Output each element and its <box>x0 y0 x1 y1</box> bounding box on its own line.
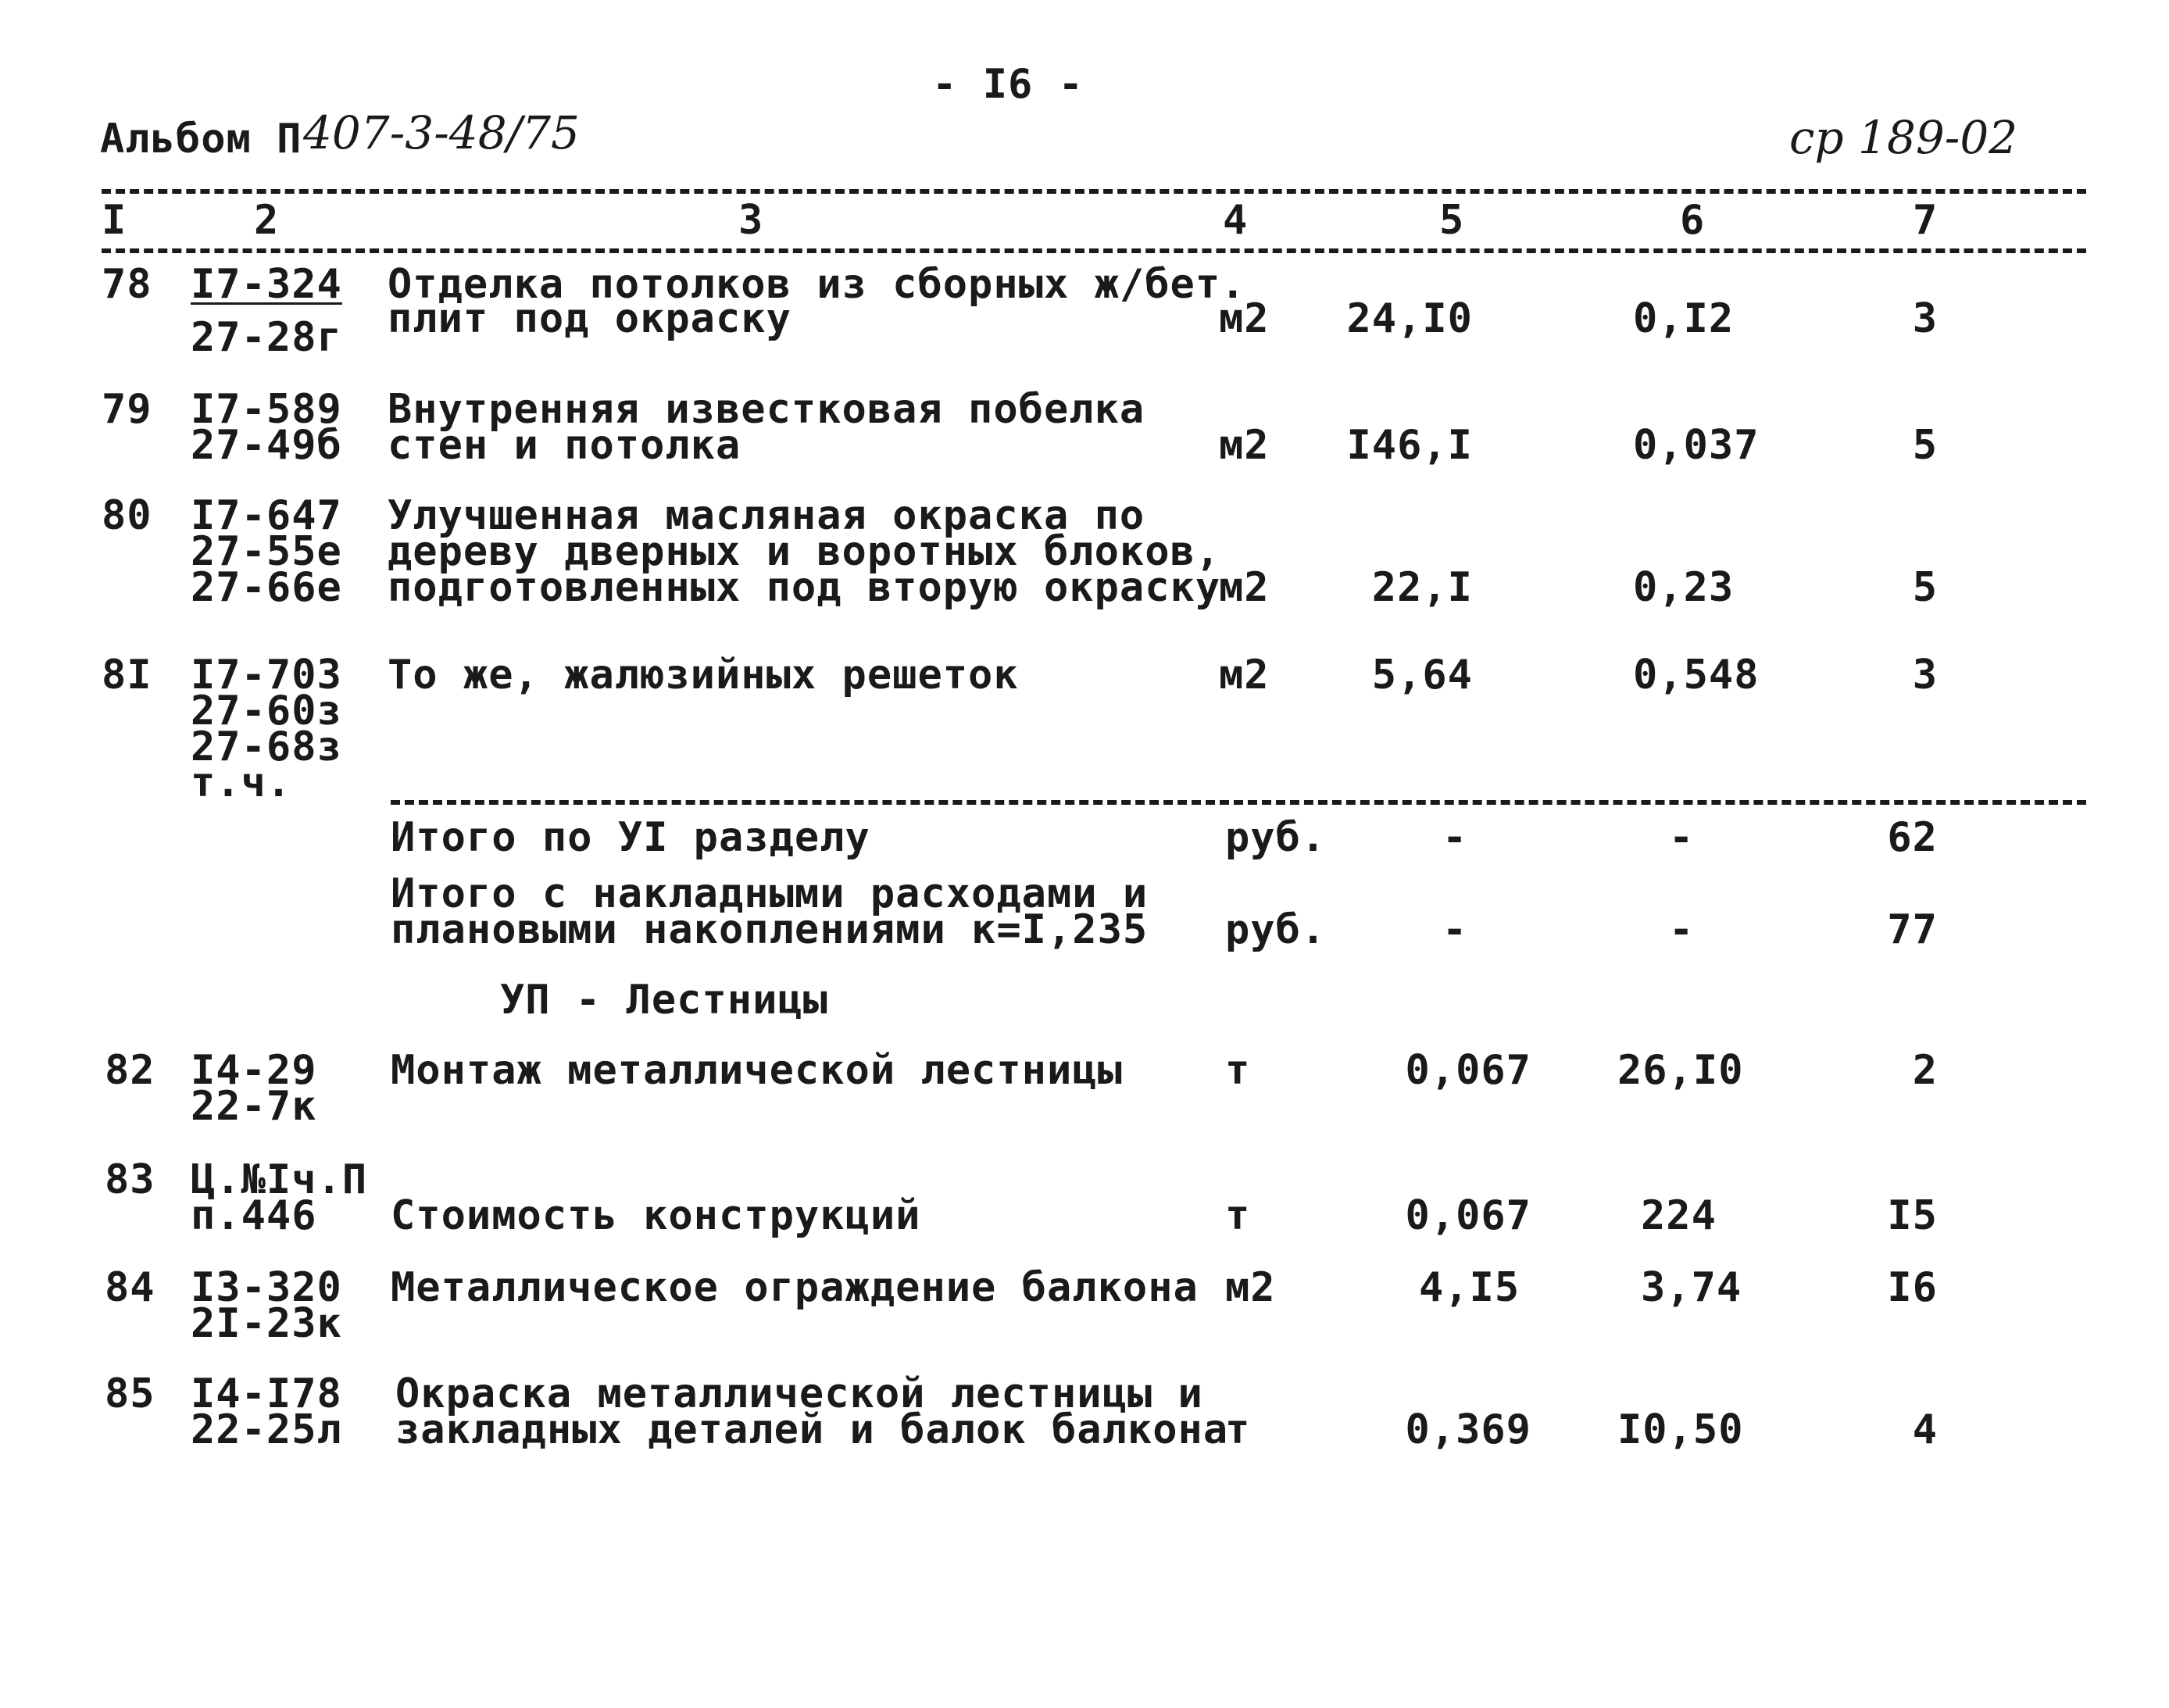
subtotal-rule <box>391 800 2086 805</box>
album-label: Альбом П <box>100 116 302 163</box>
row-number: 84 <box>105 1264 155 1311</box>
row-code: I4-29 <box>191 1047 317 1094</box>
row-total: I5 <box>1887 1192 1938 1239</box>
row-unit: м2 <box>1219 564 1270 611</box>
row-description: Металлическое ограждение балкона <box>391 1264 1199 1311</box>
row-unit: т <box>1225 1047 1251 1094</box>
row-number: 83 <box>105 1156 155 1203</box>
row-number: 8I <box>102 652 152 699</box>
page-number: - I6 - <box>932 61 1084 108</box>
row-code: I7-703 <box>191 652 342 699</box>
col-header-3: 3 <box>738 197 764 244</box>
row-quantity: 24,I0 <box>1346 295 1473 342</box>
row-quantity: 0,067 <box>1405 1192 1531 1239</box>
row-code: 2I-23к <box>191 1300 342 1347</box>
row-code: т.ч. <box>191 759 292 806</box>
subtotal-total: 62 <box>1887 814 1938 861</box>
row-total: 4 <box>1912 1406 1938 1453</box>
row-description: То же, жалюзийных решеток <box>388 652 1019 699</box>
row-number: 85 <box>105 1370 155 1417</box>
row-quantity: I46,I <box>1346 422 1473 469</box>
subtotal-price: - <box>1669 814 1695 861</box>
subtotal-description: Итого по УI разделу <box>391 814 870 861</box>
row-description: Улучшенная масляная окраска по <box>388 492 1145 539</box>
subtotal-description: Итого с накладными расходами и <box>391 870 1149 917</box>
col-header-2: 2 <box>254 197 280 244</box>
row-description: дереву дверных и воротных блоков, <box>388 528 1221 575</box>
header-rule-bottom <box>102 248 2086 253</box>
row-description: Внутренняя известковая побелка <box>388 386 1145 433</box>
col-header-7: 7 <box>1913 197 1939 244</box>
subtotal-price: - <box>1669 906 1695 953</box>
row-unit: т <box>1225 1192 1251 1239</box>
row-description: плит под окраску <box>388 295 791 342</box>
row-code: I7-589 <box>191 386 342 433</box>
section-title: УП - Лестницы <box>500 977 828 1024</box>
row-price: 0,548 <box>1633 652 1760 699</box>
row-code: 22-7к <box>191 1083 317 1130</box>
row-number: 80 <box>102 492 152 539</box>
row-unit: т <box>1225 1406 1251 1453</box>
row-quantity: 0,067 <box>1405 1047 1531 1094</box>
subtotal-unit: руб. <box>1225 814 1327 861</box>
row-quantity: 22,I <box>1371 564 1473 611</box>
row-price: 224 <box>1641 1192 1717 1239</box>
row-code: 27-49б <box>191 422 342 469</box>
col-header-1: I <box>102 197 127 244</box>
row-quantity: 5,64 <box>1371 652 1473 699</box>
row-price: 0,037 <box>1633 422 1760 469</box>
row-description: стен и потолка <box>388 422 741 469</box>
col-header-5: 5 <box>1439 197 1465 244</box>
row-code: 22-25л <box>191 1406 342 1453</box>
row-description: Отделка потолков из сборных ж/бет. <box>388 261 1246 308</box>
row-unit: м2 <box>1219 422 1270 469</box>
row-code: I4-I78 <box>191 1370 342 1417</box>
row-total: 3 <box>1912 652 1938 699</box>
row-price: 0,23 <box>1633 564 1735 611</box>
album-code-handwritten: 407-3-48/75 <box>303 106 580 159</box>
row-total: 5 <box>1912 564 1938 611</box>
row-code: п.446 <box>191 1192 317 1239</box>
row-unit: м2 <box>1219 295 1270 342</box>
subtotal-quantity: - <box>1442 814 1468 861</box>
row-number: 78 <box>102 261 152 308</box>
row-total: 5 <box>1912 422 1938 469</box>
subtotal-unit: руб. <box>1225 906 1327 953</box>
row-description: Монтаж металлической лестницы <box>391 1047 1123 1094</box>
row-price: 3,74 <box>1641 1264 1742 1311</box>
row-price: I0,50 <box>1617 1406 1744 1453</box>
header-rule-top <box>102 189 2086 194</box>
row-code: 27-68з <box>191 724 342 770</box>
row-description: закладных деталей и балок балкона <box>395 1406 1229 1453</box>
row-price: 26,I0 <box>1617 1047 1744 1094</box>
row-description: подготовленных под вторую окраску <box>388 564 1221 611</box>
row-code: 27-66е <box>191 564 342 611</box>
row-total: I6 <box>1887 1264 1938 1311</box>
row-price: 0,I2 <box>1633 295 1735 342</box>
row-quantity: 4,I5 <box>1419 1264 1520 1311</box>
row-quantity: 0,369 <box>1405 1406 1531 1453</box>
row-code: I3-320 <box>191 1264 342 1311</box>
row-description: Стоимость конструкций <box>391 1192 921 1239</box>
row-code: 27-28г <box>191 314 342 361</box>
row-code: 27-55е <box>191 528 342 575</box>
subtotal-total: 77 <box>1887 906 1938 953</box>
row-description: Окраска металлической лестницы и <box>395 1370 1203 1417</box>
subtotal-quantity: - <box>1442 906 1468 953</box>
subtotal-description: плановыми накоплениями к=I,235 <box>391 906 1149 953</box>
row-code: I7-647 <box>191 492 342 539</box>
row-total: 3 <box>1912 295 1938 342</box>
row-code: Ц.№Iч.П <box>191 1156 368 1203</box>
row-number: 82 <box>105 1047 155 1094</box>
reference-handwritten: ср 189-02 <box>1789 111 2018 164</box>
row-number: 79 <box>102 386 152 433</box>
row-unit: м2 <box>1225 1264 1276 1311</box>
col-header-4: 4 <box>1223 197 1249 244</box>
row-code: I7-324 <box>191 261 342 308</box>
row-unit: м2 <box>1219 652 1270 699</box>
col-header-6: 6 <box>1680 197 1706 244</box>
row-total: 2 <box>1912 1047 1938 1094</box>
row-code: 27-60з <box>191 688 342 734</box>
